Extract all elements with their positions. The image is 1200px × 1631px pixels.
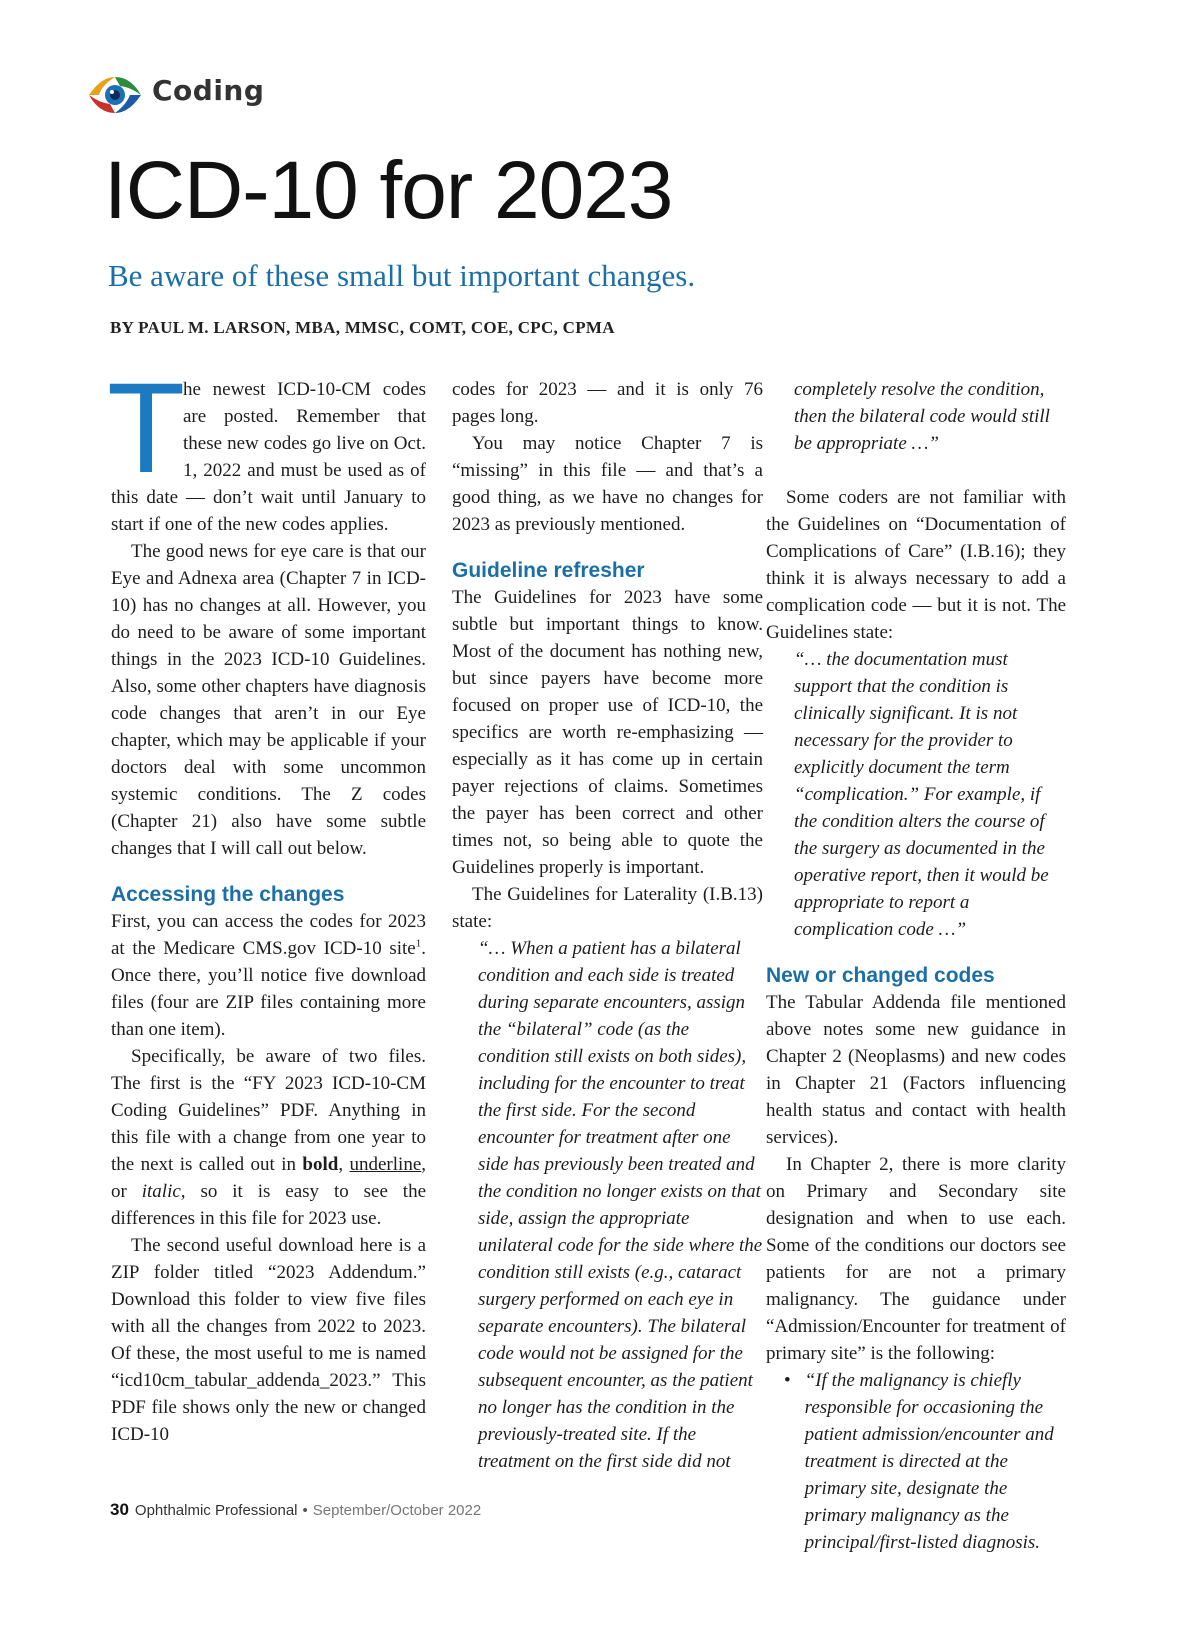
heading-new-changed-codes: New or changed codes [766,964,995,987]
heading-guideline-refresher: Guideline refresher [452,559,645,582]
bullet-item [766,1367,1066,1556]
heading-accessing-changes: Accessing the changes [111,883,345,906]
byline: BY PAUL M. LARSON, MBA, MMSC, COMT, COE, CPC, CPMA [110,318,615,337]
drop-cap: T [107,357,186,500]
article-title: ICD-10 for 2023 [104,145,673,236]
column-3 [766,376,1066,1556]
paragraph: T he newest ICD-10-CM codes are posted. Remember that these new codes go live on Oct. 1, 2022 and must be used as of this date — don’t wait until January to start if one of the new codes applies. [107,357,426,535]
paragraph: The Guidelines for Laterality (I.B.13) state: [452,884,763,932]
paragraph: The second useful download here is a ZIP folder titled “2023 Addendum.” Download this folder to view five files with all the changes from 2022 to 2023. Of these, the most useful to me is named “icd10cm_tabular_addenda_2023.” This PDF file shows only the new or changed ICD-10 [111,1235,426,1445]
page-number: 30 [110,1500,129,1519]
magazine-name: Ophthalmic Professional [134,1502,298,1519]
column-2 [452,376,763,1475]
bold-example: bold [302,1154,339,1175]
eye-logo-icon [86,73,144,117]
bullet-marker: • [784,1370,791,1391]
section-label: Coding [152,74,265,107]
paragraph: First, you can access the codes for 2023 at the Medicare CMS.gov ICD-10 site$^1$. Once there, you’ll notice five download files (four are ZIP files containing more than one item). [111,911,426,1040]
underline-example: underline [349,1154,422,1175]
italic-example: italic [141,1181,181,1202]
footnote-ref: 1 [415,937,422,950]
footer-separator: • [302,1502,308,1519]
paragraph: In Chapter 2, there is more clarity on Primary and Secondary site designation and when to use each. Some of the conditions our doctors see patients for are not a primary malignancy. The guidance under “Admission/Encounter for treatment of primary site” is the following: [766,1154,1066,1364]
paragraph: codes for 2023 — and it is only 76 pages long. [452,379,763,427]
article-subtitle: Be aware of these small but important changes. [108,258,696,293]
paragraph: You may notice Chapter 7 is “missing” in this file — and that’s a good thing, as we have no changes for 2023 as previously mentioned. [452,433,763,535]
bullet-text: “If the malignancy is chiefly responsible for occasioning the patient admission/encounter and treatment is directed at the primary site, designate the primary malignancy as the principal/first-listed diagnosis. [804,1370,1054,1553]
paragraph: The Tabular Addenda file mentioned above notes some new guidance in Chapter 2 (Neoplasms) and new codes in Chapter 21 (Factors influencing health status and contact with health services). [766,992,1066,1148]
paragraph: The good news for eye care is that our Eye and Adnexa area (Chapter 7 in ICD-10) has no changes at all. However, you do need to be aware of some important things in the 2023 ICD-10 Guidelines. Also, some other chapters have diagnosis code changes that aren’t in our Eye chapter, which may be applicable if your doctors deal with some uncommon systemic conditions. The Z codes (Chapter 21) also have some subtle changes that I will call out below. [111,541,426,859]
block-quote-laterality: “… When a patient has a bilateral condition and each side is treated during separate encounters, assign the “bilateral” code (as the condition still exists on both sides), including for the encounter to treat the first side. For the second encounter for treatment after one side has previously been treated and the condition no longer exists on that side, assign the appropriate unilateral code for the side where the condition still exists (e.g., cataract surgery performed on each eye in separate encounters). The bilateral code would not be assigned for the subsequent encounter, as the patient no longer has the condition in the previously-treated site. If the treatment on the first side did not [478,938,763,1472]
issue-date: September/October 2022 [312,1502,482,1519]
block-quote-continued: completely resolve the condition, then the bilateral code would still be appropriate …” [794,379,1050,454]
block-quote-complications: “… the documentation must support that the condition is clinically significant. It is not necessary for the provider to explicitly document the term “complication.” For example, if the condition alters the course of the surgery as documented in the operative report, then it would be appropriate to report a complication code …” [794,649,1049,940]
column-1 [107,357,427,1448]
paragraph: Some coders are not familiar with the Guidelines on “Documentation of Complications of Care” (I.B.16); they think it is always necessary to add a complication code — but it is not. The Guidelines state: [766,487,1066,643]
paragraph: The Guidelines for 2023 have some subtle but important things to know. Most of the document has nothing new, but since payers have become more focused on proper use of ICD-10, the specifics are worth re-emphasizing — especially as it has come up in certain payer rejections of claims. Sometimes the payer has been correct and other times not, so being able to quote the Guidelines properly is important. [452,587,763,878]
paragraph: Specifically, be aware of two files. The first is the “FY 2023 ICD-10-CM Coding Guidelines” PDF. Anything in this file with a change from one year to the next is called out in bold, underline, or italic, so it is easy to see the differences in this file for 2023 use. [111,1046,427,1229]
page-footer [110,1500,481,1520]
